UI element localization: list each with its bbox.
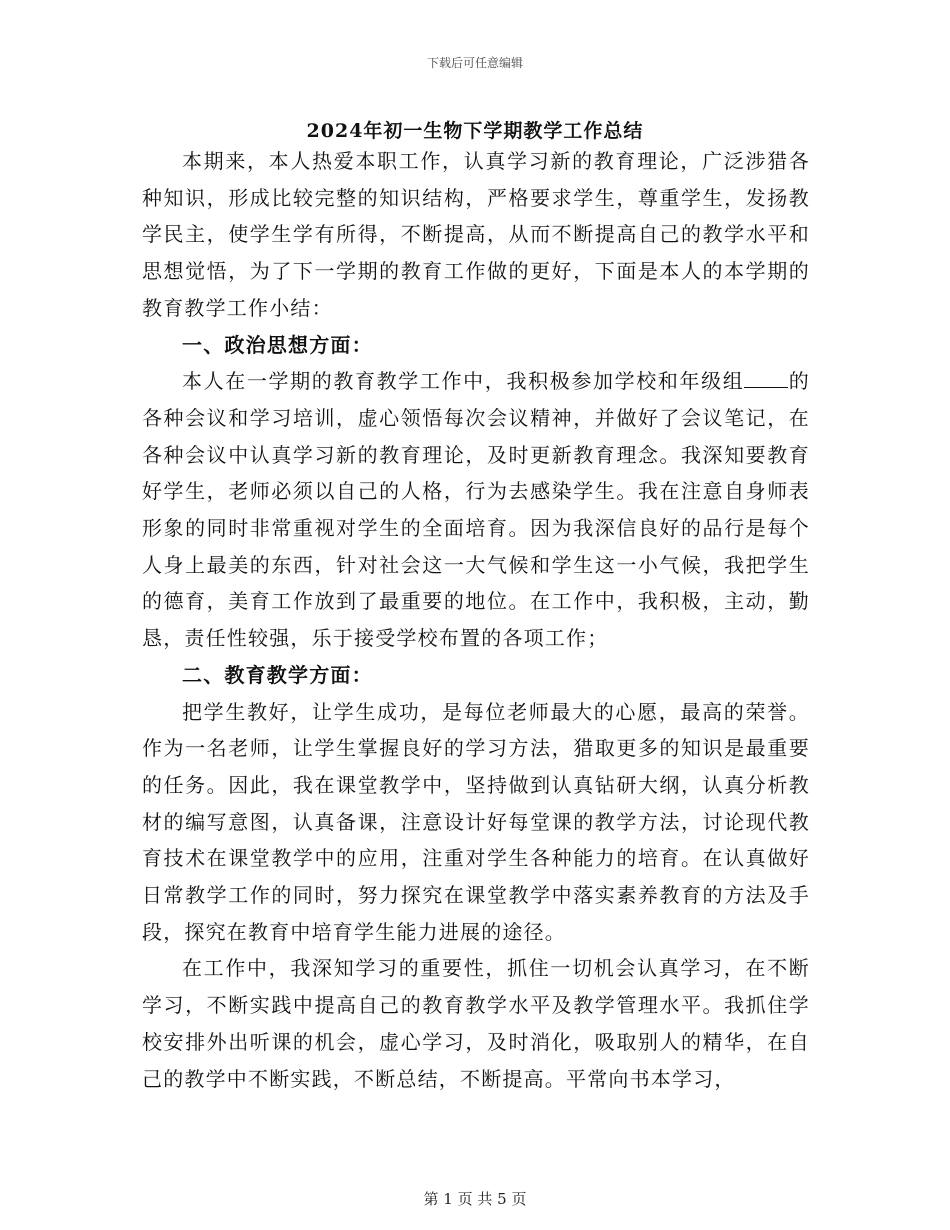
- page-footer: 第 1 页 共 5 页: [423, 1190, 527, 1208]
- section-1-paragraph: [142, 363, 810, 657]
- intro-paragraph: 本期来，本人热爱本职工作，认真学习新的教育理论，广泛涉猎各种知识，形成比较完整的知识结构，严格要求学生，尊重学生，发扬教学民主，使学生学有所得，不断提高，从而不断提高自己的教学水平和思想觉悟，为了下一学期的教育工作做的更好，下面是本人的本学期的教育教学工作小结：: [142, 149, 810, 320]
- section-2-paragraph-1: 把学生教好，让学生成功，是每位老师最大的心愿，最高的荣誉。作为一名老师，让学生掌握良好的学习方法，猎取更多的知识是最重要的任务。因此，我在课堂教学中，坚持做到认真钻研大纲，认真分析教材的编写意图，认真备课，注意设计好每堂课的教学方法，讨论现代教育技术在课堂教学中的应用，注重对学生各种能力的培育。在认真做好日常教学工作的同时，努力探究在课堂教学中落实素养教育的方法及手段，探究在教育中培育学生能力进展的途径。: [142, 699, 810, 944]
- fill-in-blank: [744, 369, 788, 388]
- header-note: 下载后可任意编辑: [426, 56, 523, 70]
- section-2-heading: 二、教育教学方面：: [182, 662, 373, 687]
- document-title: 2024年初一生物下学期教学工作总结: [306, 120, 644, 142]
- section-1-heading: 一、政治思想方面：: [182, 332, 373, 357]
- section-1-text-a: 本人在一学期的教育教学工作中，我积极参加学校和年级组: [182, 369, 745, 394]
- section-2-paragraph-2: 在工作中，我深知学习的重要性，抓住一切机会认真学习，在不断学习，不断实践中提高自己的教育教学水平及教学管理水平。我抓住学校安排外出听课的机会，虚心学习，及时消化，吸取别人的精华，在自己的教学中不断实践，不断总结，不断提高。平常向书本学习，: [142, 956, 810, 1091]
- section-1-text-b: 的各种会议和学习培训，虚心领悟每次会议精神，并做好了会议笔记，在各种会议中认真学习新的教育理论，及时更新教育理念。我深知要教育好学生，老师必须以自己的人格，行为去感染学生。我在注意自身师表形象的同时非常重视对学生的全面培育。因为我深信良好的品行是每个人身上最美的东西，针对社会这一大气候和学生这一小气候，我把学生的德育，美育工作放到了最重要的地位。在工作中，我积极，主动，勤恳，责任性较强，乐于接受学校布置的各项工作；: [142, 369, 811, 651]
- document-body: [142, 143, 810, 1097]
